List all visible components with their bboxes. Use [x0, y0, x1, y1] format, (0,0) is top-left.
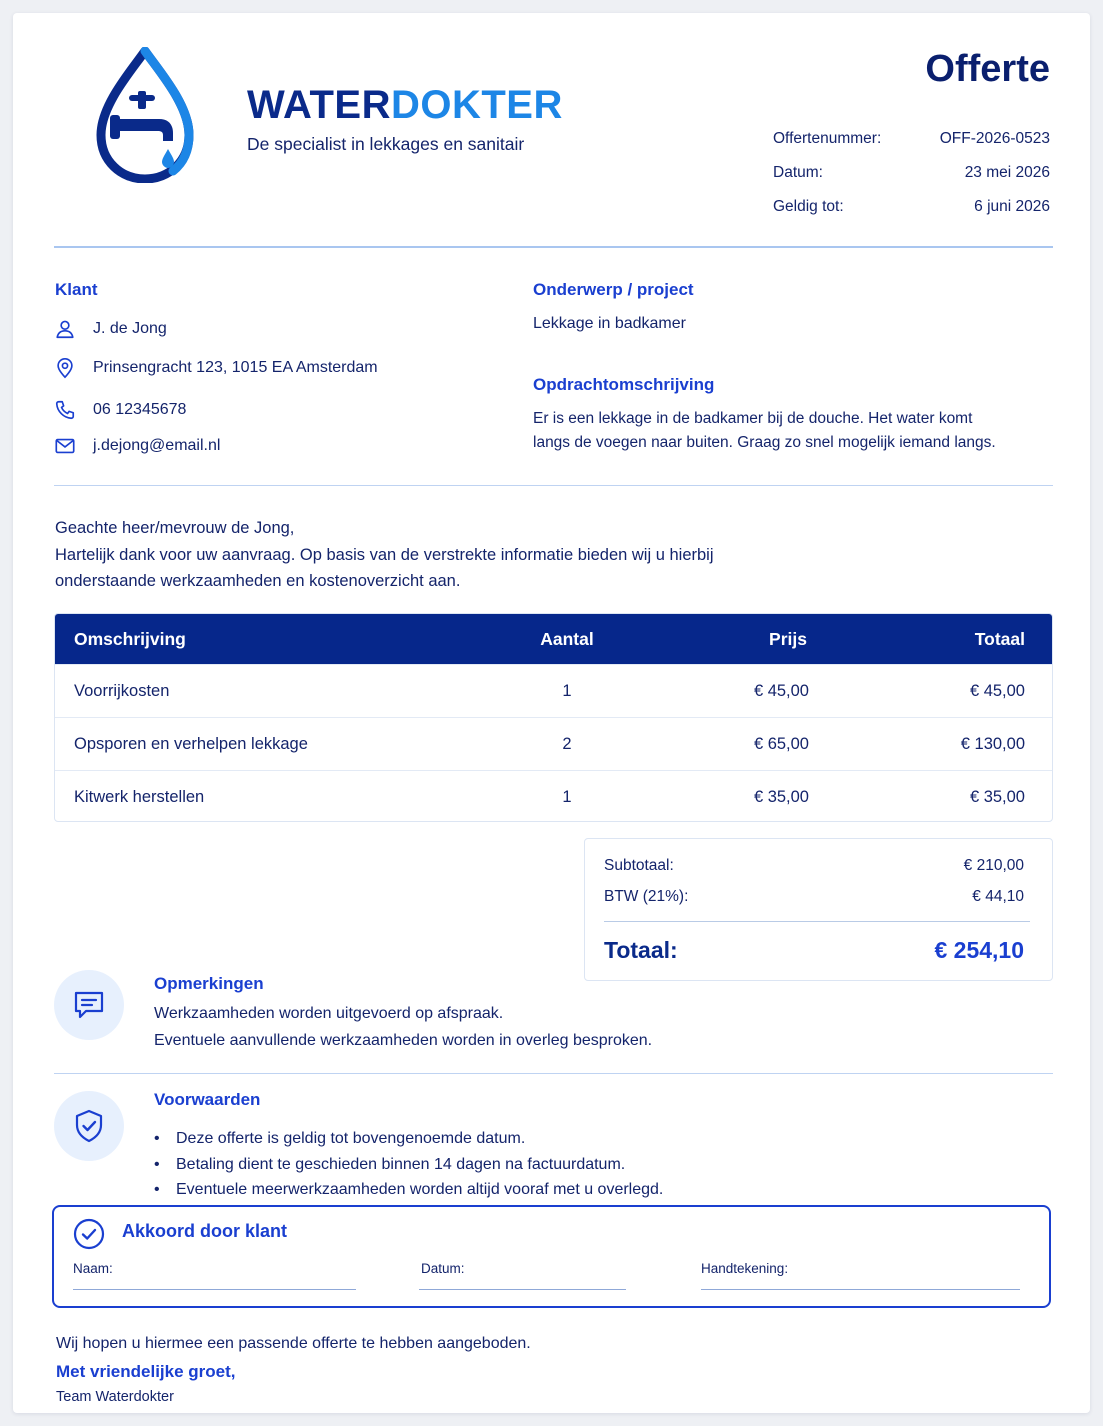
table-header: [55, 614, 1052, 664]
section-divider: [54, 1073, 1053, 1074]
signature-line[interactable]: [701, 1289, 1020, 1290]
intro-line: Hartelijk dank voor uw aanvraag. Op basis van de verstrekte informatie bieden wij u hierbij: [55, 545, 714, 564]
row-description: Kitwerk herstellen: [74, 787, 205, 806]
check-circle-icon: [73, 1218, 105, 1250]
row-description: Opsporen en verhelpen lekkage: [74, 734, 308, 753]
client-name-row: [54, 318, 167, 340]
meta-label: Offertenummer:: [773, 130, 882, 147]
date-label: Datum:: [421, 1261, 465, 1276]
name-label: Naam:: [73, 1261, 113, 1276]
chat-bubble-icon: [71, 987, 107, 1023]
grand-total-row: [604, 937, 1024, 964]
water-drop-tap-icon: [93, 47, 197, 183]
phone-icon: [54, 399, 76, 421]
closing-team: Team Waterdokter: [56, 1389, 174, 1405]
section-divider: [54, 485, 1053, 486]
closing-greeting: Met vriendelijke groet,: [56, 1362, 236, 1381]
line-items-table: [54, 613, 1053, 822]
subtotal-value: € 210,00: [963, 857, 1024, 874]
row-quantity: 1: [562, 681, 572, 700]
shield-check-icon: [71, 1108, 107, 1144]
row-price: € 65,00: [753, 734, 809, 753]
date-signature-line[interactable]: [419, 1289, 626, 1290]
client-address-row: [54, 357, 378, 379]
row-quantity: 1: [562, 787, 572, 806]
agreement-heading: Akkoord door klant: [122, 1221, 288, 1241]
remarks-icon-circle: [54, 970, 124, 1040]
intro-text: [55, 515, 815, 595]
mail-icon: [54, 435, 76, 457]
intro-line: onderstaande werkzaamheden en kostenoverzicht aan.: [55, 572, 461, 590]
description-line: Er is een lekkage in de badkamer bij de douche. Het water komt: [533, 410, 973, 427]
meta-row-quote-number: [773, 130, 1050, 148]
meta-value: 6 juni 2026: [974, 198, 1050, 215]
row-total: € 130,00: [960, 734, 1025, 753]
vat-value: € 44,10: [972, 888, 1024, 905]
vat-row: [604, 888, 1024, 906]
row-price: € 35,00: [753, 787, 809, 806]
client-phone: 06 12345678: [93, 401, 187, 418]
vat-label: BTW (21%):: [604, 888, 689, 905]
client-email-row: [54, 435, 220, 457]
closing-text: Wij hopen u hiermee een passende offerte te hebben aangeboden.: [56, 1335, 531, 1352]
table-row: [55, 717, 1052, 770]
header-description: Omschrijving: [74, 628, 186, 649]
meta-value: OFF-2026-0523: [939, 130, 1050, 147]
list-item: • Deze offerte is geldig tot bovengenoemde datum.: [154, 1126, 663, 1152]
salutation: Geachte heer/mevrouw de Jong,: [55, 519, 295, 537]
remarks-text: [154, 1000, 652, 1054]
grand-total-label: Totaal:: [604, 937, 678, 963]
row-total: € 45,00: [969, 681, 1025, 700]
project-value: Lekkage in badkamer: [533, 315, 686, 332]
document-title: Offerte: [925, 48, 1050, 90]
project-heading: Onderwerp / project: [533, 280, 694, 299]
list-item: • Eventuele meerwerkzaamheden worden altijd vooraf met u overlegd.: [154, 1177, 663, 1203]
header-quantity: Aantal: [540, 628, 594, 649]
client-phone-row: [54, 399, 186, 421]
remarks-heading: Opmerkingen: [154, 974, 264, 993]
totals-divider: [604, 921, 1030, 922]
subtotal-row: [604, 857, 1024, 875]
table-row: [55, 770, 1052, 822]
description-line: langs de voegen naar buiten. Graag zo snel mogelijk iemand langs.: [533, 434, 996, 451]
signature-label: Handtekening:: [701, 1261, 789, 1276]
row-quantity: 2: [562, 734, 572, 753]
row-total: € 35,00: [969, 787, 1025, 806]
header-price: Prijs: [769, 628, 807, 649]
project-description: [533, 407, 1013, 455]
client-agreement-box: [52, 1205, 1051, 1308]
row-price: € 45,00: [753, 681, 809, 700]
client-heading: Klant: [55, 280, 98, 299]
list-item: • Betaling dient te geschieden binnen 14 dagen na factuurdatum.: [154, 1152, 663, 1178]
name-signature-line[interactable]: [73, 1289, 356, 1290]
brand-name: [247, 83, 563, 128]
user-icon: [54, 318, 76, 340]
meta-label: Geldig tot:: [773, 198, 844, 215]
remarks-line: Eventuele aanvullende werkzaamheden worden in overleg besproken.: [154, 1032, 653, 1049]
client-email[interactable]: j.dejong@email.nl: [93, 437, 221, 454]
location-pin-icon: [54, 357, 76, 379]
meta-label: Datum:: [773, 164, 823, 181]
brand-name-part1: WATER: [247, 83, 391, 127]
client-address: Prinsengracht 123, 1015 EA Amsterdam: [93, 359, 378, 376]
row-description: Voorrijkosten: [74, 681, 170, 700]
conditions-icon-circle: [54, 1091, 124, 1161]
meta-value: 23 mei 2026: [964, 164, 1050, 181]
grand-total-value: € 254,10: [934, 937, 1024, 963]
brand-name-part2: DOKTER: [390, 83, 563, 127]
meta-row-valid-until: [773, 198, 1050, 216]
meta-row-date: [773, 164, 1050, 182]
quote-page: [13, 13, 1090, 1413]
client-name: J. de Jong: [93, 320, 167, 337]
totals-box: [584, 838, 1053, 981]
header-total: Totaal: [974, 628, 1025, 649]
conditions-heading: Voorwaarden: [154, 1090, 261, 1109]
conditions-list: [154, 1126, 663, 1203]
description-heading: Opdrachtomschrijving: [533, 375, 715, 394]
remarks-line: Werkzaamheden worden uitgevoerd op afspraak.: [154, 1005, 504, 1022]
brand-tagline: De specialist in lekkages en sanitair: [247, 134, 525, 154]
table-row: [55, 664, 1052, 717]
subtotal-label: Subtotaal:: [604, 857, 674, 874]
header-divider: [54, 246, 1053, 248]
